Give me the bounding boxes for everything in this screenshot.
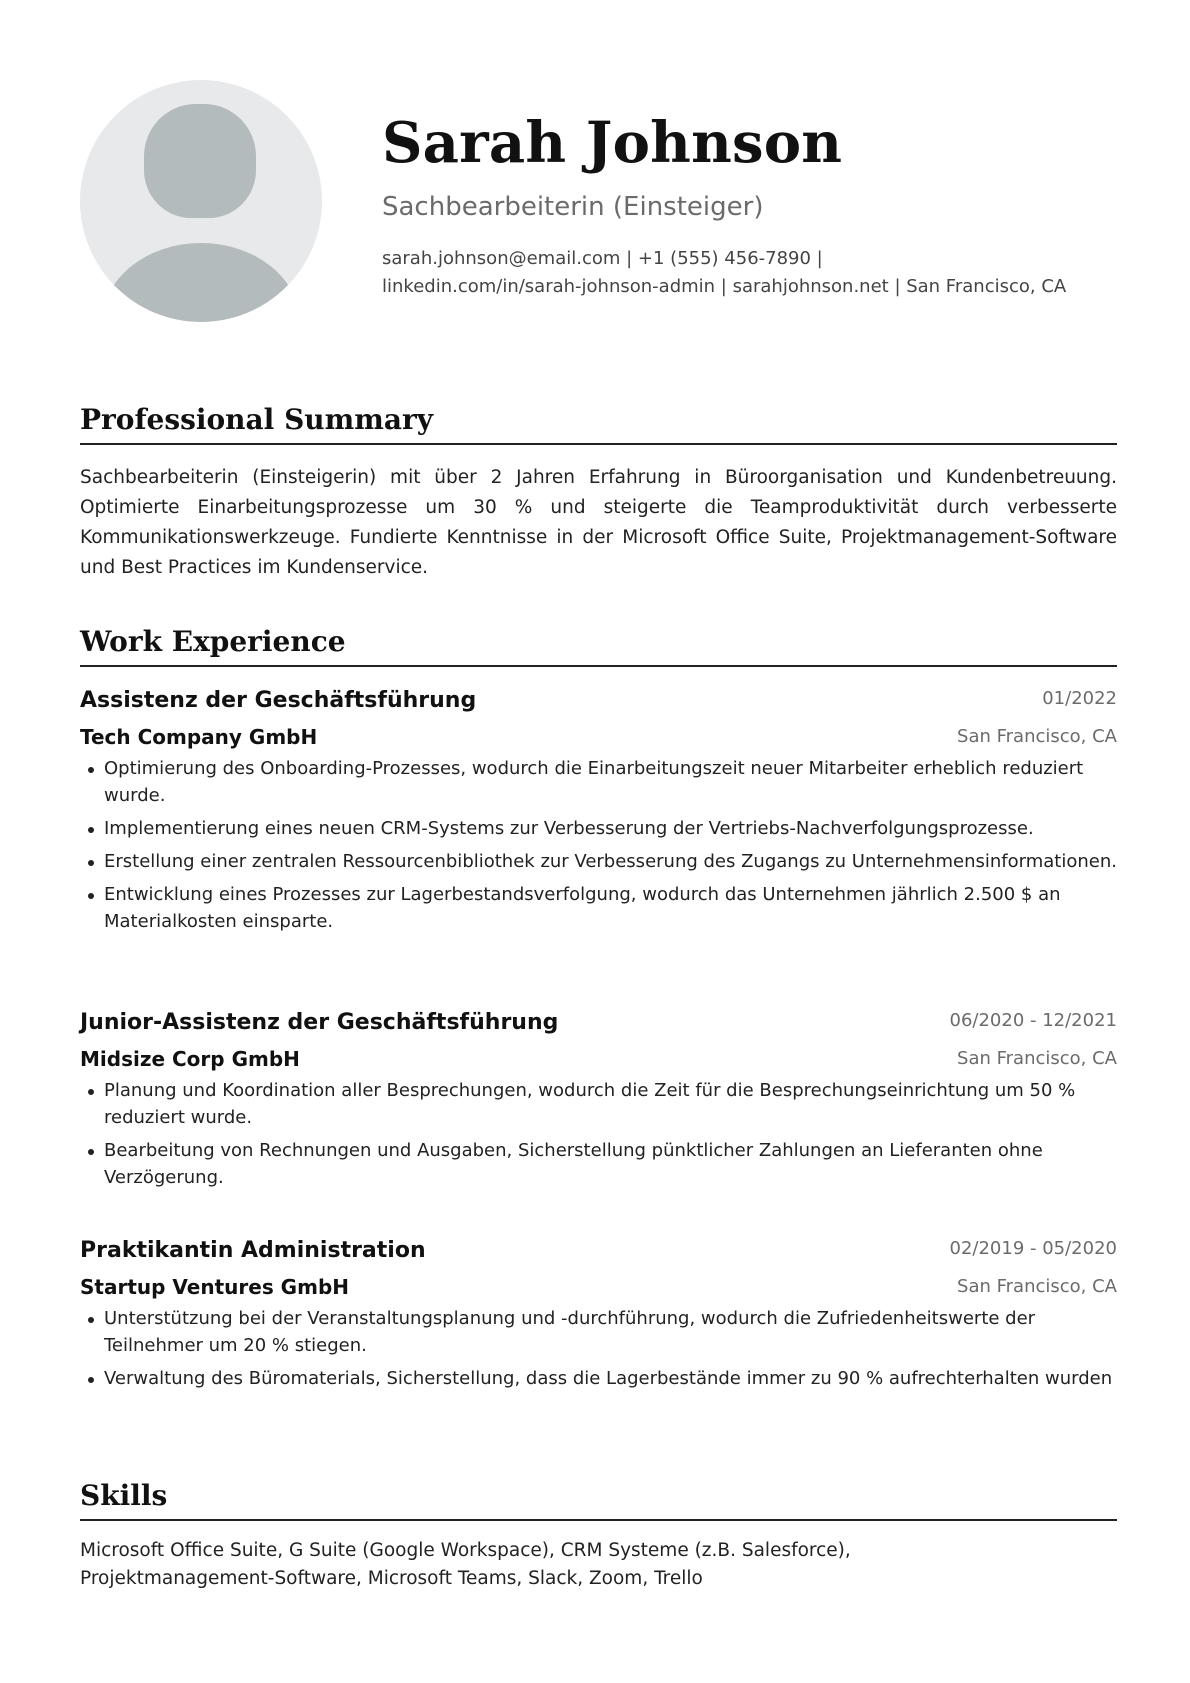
job-title: Assistenz der Geschäftsführung <box>80 688 477 713</box>
bullet-item: Verwaltung des Büromaterials, Sicherstellung, dass die Lagerbestände immer zu 90 % aufrechterhalten wurden <box>80 1365 1117 1392</box>
contact-line-1: sarah.johnson@email.com | +1 (555) 456-7890 | <box>382 248 823 269</box>
job-company-row <box>80 1269 1117 1305</box>
candidate-name: Sarah Johnson <box>382 110 843 176</box>
summary-text: Sachbearbeiterin (Einsteigerin) mit über 2 Jahren Erfahrung in Büroorganisation und Kundenbetreuung. Optimierte Einarbeitungsprozesse um 30 % und steigerte die Teamproduktivität durch verbesserte Kommunikationswerkzeuge. Fundierte Kenntnisse in der Microsoft Office Suite, Projektmanagement-Software und Best Practices im Kundenservice. <box>80 467 1117 578</box>
job-entry <box>80 683 1117 941</box>
bullet-item: Erstellung einer zentralen Ressourcenbibliothek zur Verbesserung des Zugangs zu Unternehmensinformationen. <box>80 848 1117 875</box>
job-location: San Francisco, CA <box>957 1276 1117 1297</box>
job-title: Junior-Assistenz der Geschäftsführung <box>80 1010 559 1035</box>
avatar-head <box>144 104 256 218</box>
contact-line-2: linkedin.com/in/sarah-johnson-admin | sarahjohnson.net | San Francisco, CA <box>382 276 1067 297</box>
job-company: Midsize Corp GmbH <box>80 1047 300 1071</box>
job-entry <box>80 1233 1117 1398</box>
job-company: Tech Company GmbH <box>80 725 318 749</box>
bullet-item: Optimierung des Onboarding-Prozesses, wodurch die Einarbeitungszeit neuer Mitarbeiter erheblich reduziert wurde. <box>80 755 1117 809</box>
job-bullets <box>80 755 1117 935</box>
bullet-item: Entwicklung eines Prozesses zur Lagerbestandsverfolgung, wodurch das Unternehmen jährlich 2.500 $ an Materialkosten einsparte. <box>80 881 1117 935</box>
summary-heading: Professional Summary <box>80 402 1117 445</box>
skills-line-1: Microsoft Office Suite, G Suite (Google Workspace), CRM Systeme (z.B. Salesforce), <box>80 1540 851 1561</box>
job-date: 06/2020 - 12/2021 <box>949 1010 1117 1031</box>
skills-heading: Skills <box>80 1478 1117 1521</box>
job-header-row <box>80 1233 1117 1269</box>
job-company: Startup Ventures GmbH <box>80 1275 349 1299</box>
avatar-shoulders <box>102 243 300 322</box>
avatar-placeholder-icon <box>80 80 322 322</box>
job-location: San Francisco, CA <box>957 1048 1117 1069</box>
job-header-row <box>80 1005 1117 1041</box>
job-header-row <box>80 683 1117 719</box>
job-entry <box>80 1005 1117 1197</box>
bullet-item: Bearbeitung von Rechnungen und Ausgaben, Sicherstellung pünktlicher Zahlungen an Lieferanten ohne Verzögerung. <box>80 1137 1117 1191</box>
job-date: 02/2019 - 05/2020 <box>949 1238 1117 1259</box>
candidate-role: Sachbearbeiterin (Einsteiger) <box>382 192 764 222</box>
job-location: San Francisco, CA <box>957 726 1117 747</box>
bullet-item: Unterstützung bei der Veranstaltungsplanung und -durchführung, wodurch die Zufriedenheitswerte der Teilnehmer um 20 % stiegen. <box>80 1305 1117 1359</box>
job-title: Praktikantin Administration <box>80 1238 426 1263</box>
bullet-item: Planung und Koordination aller Besprechungen, wodurch die Zeit für die Besprechungseinrichtung um 50 % reduziert wurde. <box>80 1077 1117 1131</box>
skills-line-2: Projektmanagement-Software, Microsoft Teams, Slack, Zoom, Trello <box>80 1568 703 1589</box>
job-bullets <box>80 1077 1117 1191</box>
job-company-row <box>80 719 1117 755</box>
job-bullets <box>80 1305 1117 1392</box>
skills-list <box>80 1537 1117 1593</box>
contact-info <box>382 245 1132 301</box>
job-date: 01/2022 <box>1042 688 1117 709</box>
experience-heading: Work Experience <box>80 624 1117 667</box>
job-company-row <box>80 1041 1117 1077</box>
bullet-item: Implementierung eines neuen CRM-Systems zur Verbesserung der Vertriebs-Nachverfolgungsprozesse. <box>80 815 1117 842</box>
